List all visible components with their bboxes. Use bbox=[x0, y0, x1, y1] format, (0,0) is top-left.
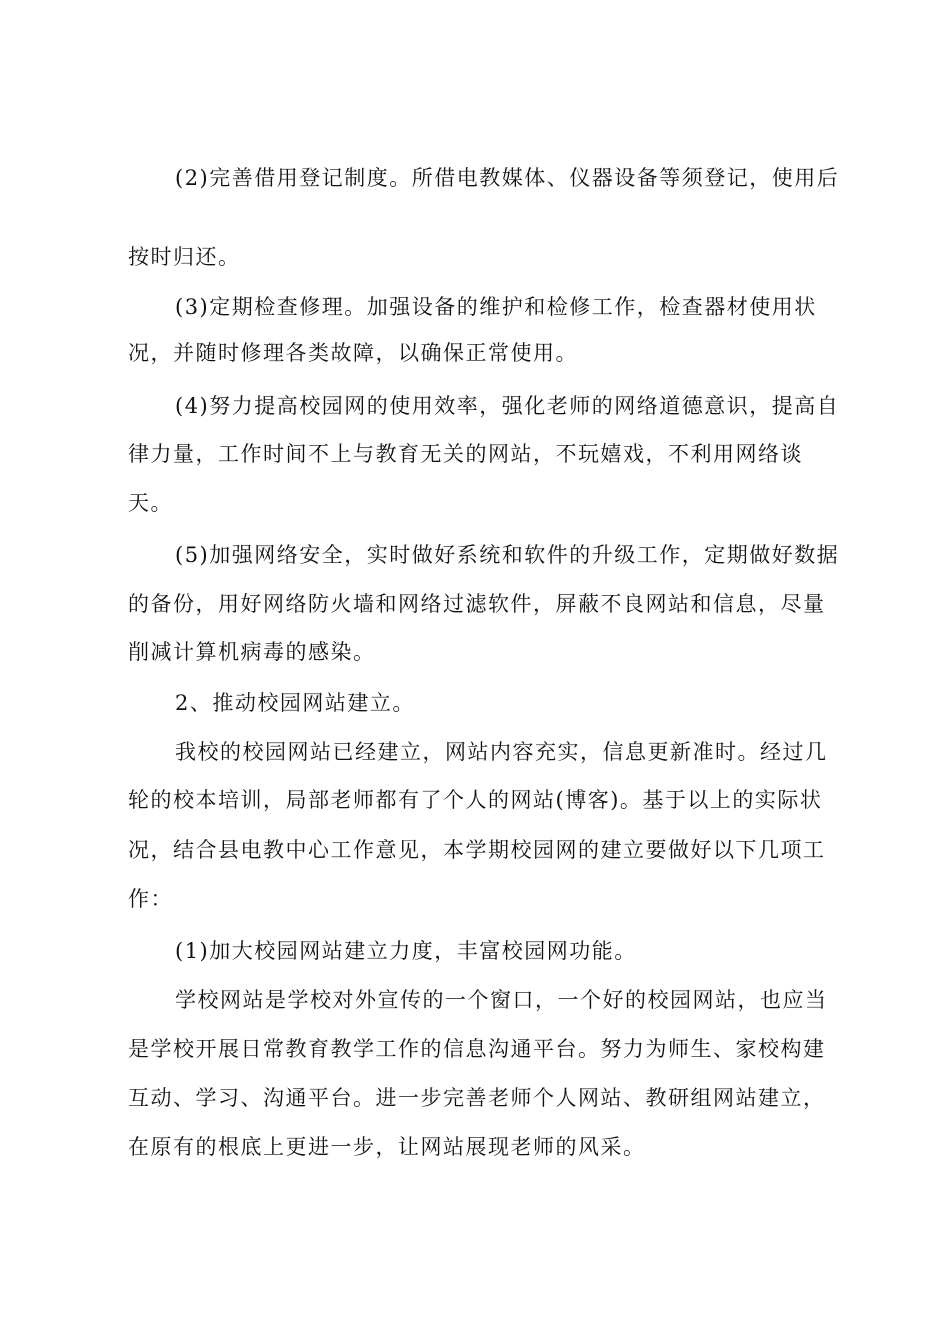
item-5-line-3: 削减计算机病毒的感染。 bbox=[128, 640, 376, 664]
item-3-line-1: (3)定期检查修理。加强设备的维护和检修工作，检查器材使用状 bbox=[175, 295, 817, 319]
paragraph-website-line-4: 在原有的根底上更进一步，让网站展现老师的风采。 bbox=[128, 1135, 646, 1159]
paragraph-school-site-line-2: 轮的校本培训，局部老师都有了个人的网站(博客)。基于以上的实际状 bbox=[128, 788, 823, 812]
section-2-heading: 2、推动校园网站建立。 bbox=[175, 691, 415, 715]
item-3-line-2: 况，并随时修理各类故障，以确保正常使用。 bbox=[128, 341, 578, 365]
paragraph-school-site-line-1: 我校的校园网站已经建立，网站内容充实，信息更新准时。经过几 bbox=[175, 740, 828, 764]
paragraph-school-site-line-4: 作： bbox=[128, 887, 173, 911]
paragraph-school-site-line-3: 况，结合县电教中心工作意见，本学期校园网的建立要做好以下几项工 bbox=[128, 838, 826, 862]
item-2-line-1: (2)完善借用登记制度。所借电教媒体、仪器设备等须登记，使用后 bbox=[175, 166, 840, 190]
item-4-line-3: 天。 bbox=[128, 491, 173, 515]
paragraph-website-line-1: 学校网站是学校对外宣传的一个窗口，一个好的校园网站，也应当 bbox=[175, 988, 828, 1012]
item-1-heading: (1)加大校园网站建立力度，丰富校园网功能。 bbox=[175, 939, 637, 963]
item-4-line-1: (4)努力提高校园网的使用效率，强化老师的网络道德意识，提高自 bbox=[175, 394, 840, 418]
paragraph-website-line-3: 互动、学习、沟通平台。进一步完善老师个人网站、教研组网站建立， bbox=[128, 1086, 826, 1110]
item-2-line-2: 按时归还。 bbox=[128, 245, 241, 269]
item-4-line-2: 律力量，工作时间不上与教育无关的网站，不玩嬉戏，不利用网络谈 bbox=[128, 442, 803, 466]
paragraph-website-line-2: 是学校开展日常教育教学工作的信息沟通平台。努力为师生、家校构建 bbox=[128, 1037, 826, 1061]
item-5-line-1: (5)加强网络安全，实时做好系统和软件的升级工作，定期做好数据 bbox=[175, 543, 840, 567]
item-5-line-2: 的备份，用好网络防火墙和网络过滤软件，屏蔽不良网站和信息，尽量 bbox=[128, 592, 826, 616]
